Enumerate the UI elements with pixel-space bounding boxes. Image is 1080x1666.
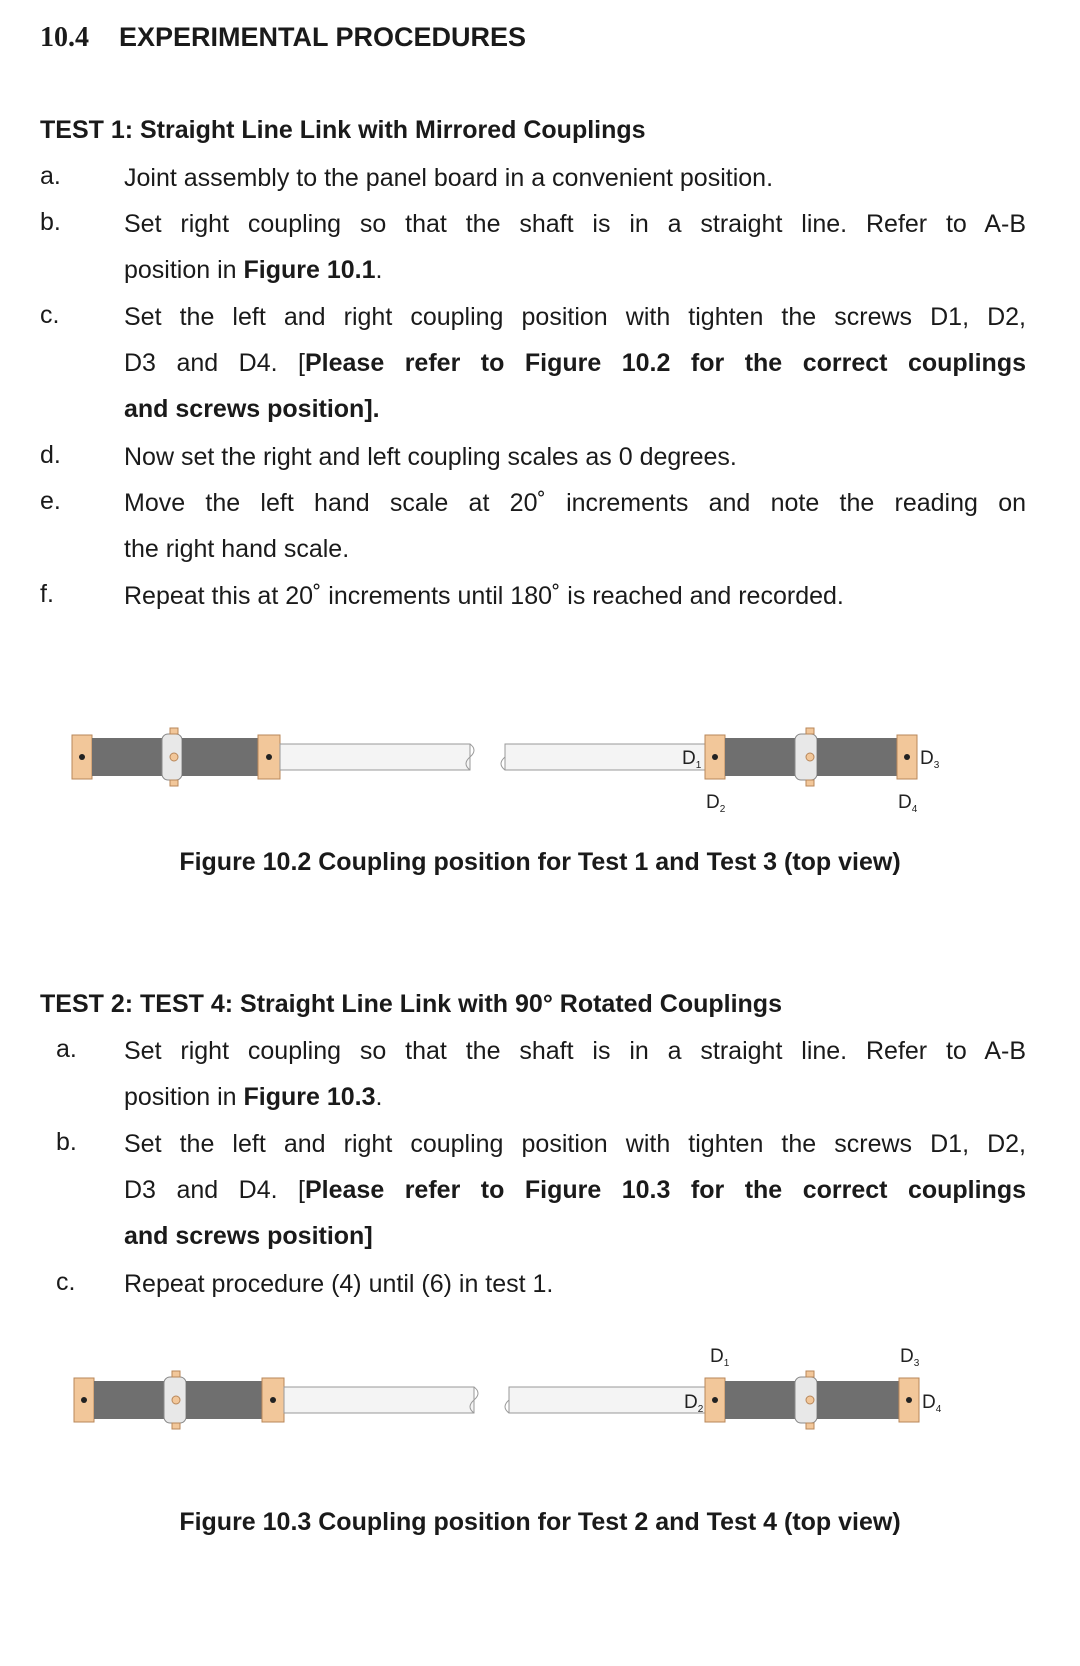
step-text-line1: Set the left and right coupling position with tighten the screws D1, D2,: [124, 1130, 1026, 1158]
screw-top: [172, 1371, 180, 1377]
screw-top: [806, 1371, 814, 1377]
coupling-body: [817, 1381, 899, 1419]
step-letter: b.: [40, 208, 61, 236]
step-bold-line2: Please refer to Figure 10.2 for the correct couplings: [304, 349, 1026, 377]
step-text-line2: position in: [124, 1083, 244, 1111]
figure-10-2-caption: Figure 10.2 Coupling position for Test 1 and Test 3 (top view): [179, 848, 901, 876]
label-d4: $D_4$: [922, 1392, 942, 1415]
screw-dot: [904, 754, 910, 760]
screw-dot: [712, 1397, 718, 1403]
test1-title: TEST 1: Straight Line Link with Mirrored Couplings: [40, 116, 646, 144]
test2-step-b: [40, 1128, 1026, 1252]
test2-step-c: [40, 1268, 1026, 1300]
screw-dot: [79, 754, 85, 760]
label-d2: $D_2$: [684, 1392, 704, 1415]
screw-bottom: [172, 1423, 180, 1429]
screw-dot: [266, 754, 272, 760]
test1-step-f: [40, 580, 1026, 612]
label-d3: $D_3$: [920, 748, 940, 771]
pin-dot: [170, 753, 178, 761]
label-d1: $D_1$: [682, 748, 702, 771]
screw-dot: [906, 1397, 912, 1403]
screw-dot: [270, 1397, 276, 1403]
step-text-end: .: [375, 256, 383, 284]
test2-title: TEST 2: TEST 4: Straight Line Link with 90° Rotated Couplings: [40, 990, 782, 1018]
coupling-body: [817, 738, 897, 776]
figure-ref: Figure 10.3: [243, 1083, 376, 1111]
step-text-line1: Move the left hand scale at 20˚ increments and note the reading on: [124, 489, 1026, 517]
screw-bottom: [806, 780, 814, 786]
step-text-line1: Set right coupling so that the shaft is in a straight line. Refer to A-B: [124, 1037, 1026, 1065]
label-d1: $D_1$: [710, 1346, 730, 1369]
coupling-body: [94, 1381, 164, 1419]
step-text-line2: position in: [124, 256, 244, 284]
step-text-end: .: [375, 1083, 383, 1111]
test2-step-a: [40, 1035, 1026, 1113]
figure-ref: Figure 10.1: [243, 256, 376, 284]
pin-dot: [806, 753, 814, 761]
step-letter: c.: [56, 1268, 76, 1296]
step-letter: d.: [40, 441, 61, 469]
test1-step-d: [40, 441, 1026, 473]
section-title: EXPERIMENTAL PROCEDURES: [119, 22, 527, 52]
shaft: [509, 1387, 705, 1413]
step-text-line1: Set the left and right coupling position with tighten the screws D1, D2,: [124, 303, 1026, 331]
shaft: [280, 744, 470, 770]
shaft: [505, 744, 705, 770]
step-letter: e.: [40, 487, 61, 515]
shaft: [284, 1387, 474, 1413]
section-heading: [40, 22, 526, 54]
test1-step-a: [40, 162, 1026, 194]
step-bold-line2: Please refer to Figure 10.3 for the correct couplings: [304, 1176, 1026, 1204]
figure-10-2-diagram: [60, 720, 1020, 830]
screw-bottom: [170, 780, 178, 786]
figure-10-3-diagram: [60, 1340, 1020, 1450]
step-text-line2: D3 and D4. [: [124, 349, 305, 377]
step-letter: b.: [56, 1128, 77, 1156]
step-letter: a.: [56, 1035, 77, 1063]
step-letter: a.: [40, 162, 61, 190]
test1-step-c: [40, 301, 1026, 425]
screw-dot: [81, 1397, 87, 1403]
step-text-line2: the right hand scale.: [124, 535, 350, 563]
screw-top: [170, 728, 178, 734]
step-letter: f.: [40, 580, 54, 608]
step-letter: c.: [40, 301, 60, 329]
coupling-body: [92, 738, 162, 776]
coupling-body: [725, 738, 795, 776]
step-text: Now set the right and left coupling scales as 0 degrees.: [124, 443, 737, 471]
step-text-line1: Set right coupling so that the shaft is in a straight line. Refer to A-B: [124, 210, 1026, 238]
section-number: 10.4: [40, 22, 89, 53]
step-bold-line3: and screws position].: [124, 395, 380, 423]
test1-step-e: [40, 487, 1026, 565]
label-d2: $D_2$: [706, 792, 726, 815]
step-bold-line3: and screws position]: [124, 1222, 373, 1250]
screw-dot: [712, 754, 718, 760]
label-d4: $D_4$: [898, 792, 918, 815]
test1-step-b: [40, 208, 1026, 286]
step-text: Repeat this at 20˚ increments until 180˚ is reached and recorded.: [124, 582, 844, 610]
coupling-body: [725, 1381, 795, 1419]
coupling-body: [182, 738, 258, 776]
pin-dot: [172, 1396, 180, 1404]
coupling-body: [186, 1381, 262, 1419]
pin-dot: [806, 1396, 814, 1404]
step-text: Repeat procedure (4) until (6) in test 1.: [124, 1270, 554, 1298]
step-text: Joint assembly to the panel board in a convenient position.: [124, 164, 774, 192]
figure-10-3-caption: Figure 10.3 Coupling position for Test 2 and Test 4 (top view): [179, 1508, 901, 1536]
screw-bottom: [806, 1423, 814, 1429]
step-text-line2: D3 and D4. [: [124, 1176, 305, 1204]
label-d3: $D_3$: [900, 1346, 920, 1369]
screw-top: [806, 728, 814, 734]
